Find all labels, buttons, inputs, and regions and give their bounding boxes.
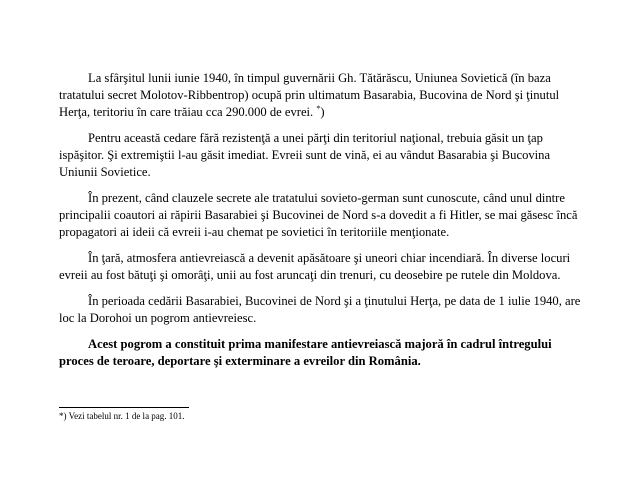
footnote-divider: [59, 407, 189, 408]
document-body: [59, 70, 589, 379]
paragraph-2: Pentru această cedare fără rezistenţă a unei părţi din teritoriul naţional, trebuia găsit un ţap ispăşitor. Şi extremiştii l-au găsit imediat. Evreii sunt de vină, ei au vândut Basarabia şi Bucovina Uniunii Sovietice.: [59, 131, 551, 179]
paragraph-1: [59, 70, 589, 121]
footnote-marker: *: [316, 103, 321, 113]
paragraph-3: În prezent, când clauzele secrete ale tratatului sovieto-german sunt cunoscute, când unul dintre principalii coautori ai răpirii Basarabiei şi Bucovinei de Nord s-a dovedit a fi Hitler, se mai găsesc încă propagatori ai ideii că evreii i-au chemat pe sovietici în teritoriile menţionate.: [59, 191, 578, 239]
paragraph-1-closing: ): [320, 105, 325, 119]
paragraph-5: În perioada cedării Basarabiei, Bucovinei de Nord şi a ţinutului Herţa, pe data de 1 iulie 1940, are loc la Dorohoi un pogrom antievreiesc.: [59, 294, 581, 325]
paragraph-6-bold: Acest pogrom a constituit prima manifestare antievreiască majoră în cadrul întregului proces de teroare, deportare şi exterminare a evreilor din România.: [59, 337, 552, 368]
footnote: *) Vezi tabelul nr. 1 de la pag. 101.: [59, 411, 185, 421]
paragraph-1-text: La sfârşitul lunii iunie 1940, în timpul guvernării Gh. Tătărăscu, Uniunea Sovietică (în baza tratatului secret Molotov-Ribbentrop) ocupă prin ultimatum Basarabia, Bucovina de Nord şi ţinutul Herţa, teritoriu în care trăiau cca 290.000 de evrei.: [59, 71, 560, 119]
paragraph-4: În ţară, atmosfera antievreiască a devenit apăsătoare şi uneori chiar incendiară. În diverse locuri evreii au fost bătuţi şi omorâţi, unii au fost aruncaţi din trenuri, cu deosebire pe rutele din Moldova.: [59, 251, 571, 282]
